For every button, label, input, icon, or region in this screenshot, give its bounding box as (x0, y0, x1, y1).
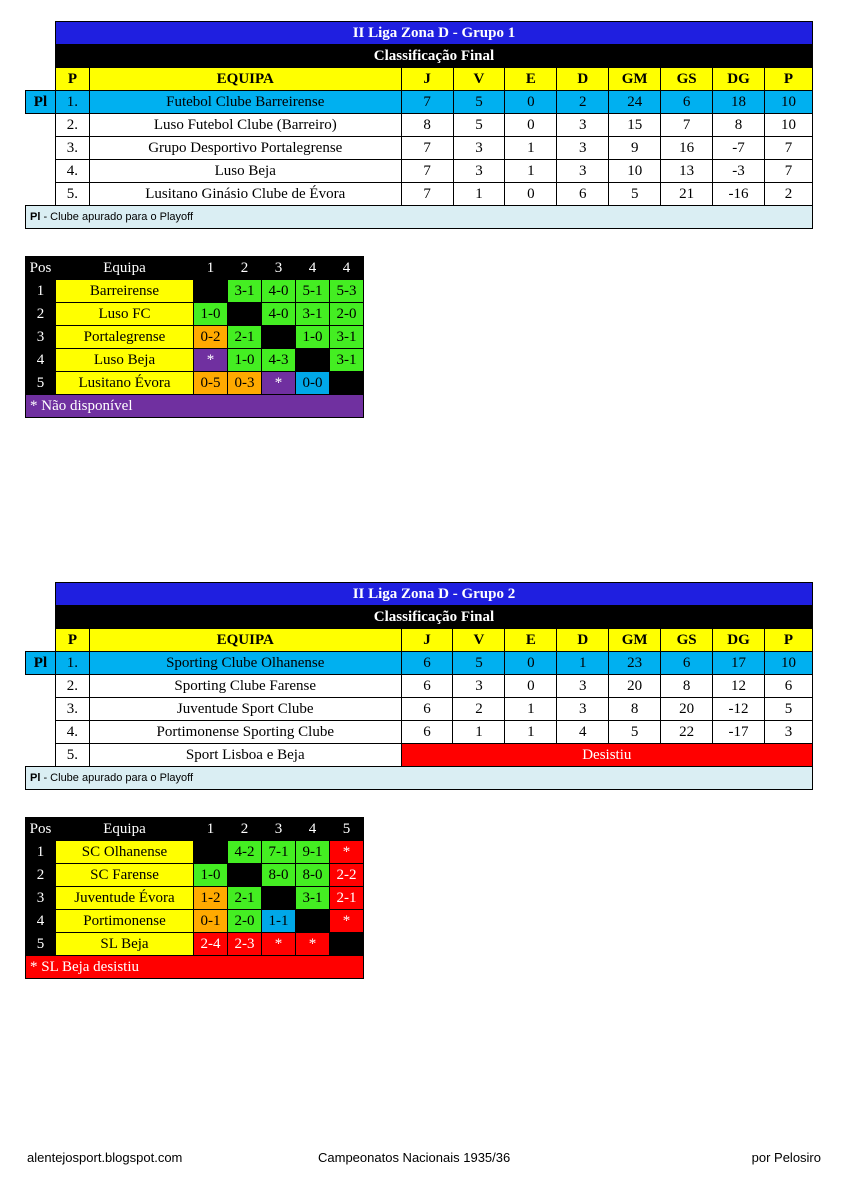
played-cell: 6 (401, 721, 453, 744)
grid-row (26, 841, 364, 864)
wins-cell: 5 (453, 652, 505, 675)
col-header-points: P (765, 68, 813, 91)
result-cell: 3-1 (330, 326, 364, 349)
col-header-losses: D (557, 629, 609, 652)
grid-header-team: Equipa (56, 818, 194, 841)
group1-subtitle: Classificação Final (55, 45, 812, 68)
table-row (26, 160, 813, 183)
result-cell: 0-1 (194, 910, 228, 933)
grid-self-cell (330, 933, 364, 956)
goals-against-cell: 22 (661, 721, 713, 744)
result-cell: 2-3 (228, 933, 262, 956)
goals-for-cell: 20 (609, 675, 661, 698)
goals-for-cell: 5 (609, 183, 661, 206)
result-cell: 4-0 (262, 280, 296, 303)
group1-title: II Liga Zona D - Grupo 1 (55, 22, 812, 45)
grid-team: Juventude Évora (56, 887, 194, 910)
grid-self-cell (330, 372, 364, 395)
team-cell: Futebol Clube Barreirense (89, 91, 401, 114)
col-header-played: J (401, 629, 453, 652)
result-cell: 2-2 (330, 864, 364, 887)
goals-against-cell: 21 (661, 183, 713, 206)
result-cell: * (296, 933, 330, 956)
col-header-team: EQUIPA (89, 629, 401, 652)
goals-for-cell: 5 (609, 721, 661, 744)
losses-cell: 1 (557, 652, 609, 675)
points-cell: 7 (765, 137, 813, 160)
col-header-wins: V (453, 629, 505, 652)
grid-header-team: Equipa (56, 257, 194, 280)
grid-header-pos: Pos (26, 257, 56, 280)
goals-for-cell: 10 (609, 160, 661, 183)
grid-pos: 4 (26, 910, 56, 933)
position-cell: 3. (55, 137, 89, 160)
goal-diff-cell: -7 (713, 137, 765, 160)
grid-team: Luso FC (56, 303, 194, 326)
playoff-badge: Pl (26, 91, 56, 114)
col-header-goal-diff: DG (713, 629, 765, 652)
position-cell: 2. (55, 114, 89, 137)
grid-row (26, 303, 364, 326)
result-cell: 5-3 (330, 280, 364, 303)
result-cell: 3-1 (296, 303, 330, 326)
legend-key: Pl (30, 772, 41, 784)
goals-for-cell: 9 (609, 137, 661, 160)
playoff-legend (26, 206, 813, 229)
grid-header-opp1: 1 (194, 818, 228, 841)
result-cell: 2-1 (228, 326, 262, 349)
grid-team: Portimonense (56, 910, 194, 933)
grid-header-pos: Pos (26, 818, 56, 841)
result-cell: 4-2 (228, 841, 262, 864)
result-cell: * (330, 910, 364, 933)
playoff-badge: Pl (26, 652, 56, 675)
played-cell: 7 (401, 137, 453, 160)
group2-title: II Liga Zona D - Grupo 2 (55, 583, 812, 606)
goal-diff-cell: 12 (713, 675, 765, 698)
grid-row (26, 280, 364, 303)
team-cell: Luso Beja (89, 160, 401, 183)
result-cell: * (262, 933, 296, 956)
draws-cell: 1 (505, 721, 557, 744)
wins-cell: 2 (453, 698, 505, 721)
grid-self-cell (228, 864, 262, 887)
team-cell: Sporting Clube Farense (89, 675, 401, 698)
losses-cell: 3 (557, 160, 609, 183)
withdrawn-status: Desistiu (401, 744, 812, 767)
col-header-losses: D (557, 68, 609, 91)
grid-legend: * Não disponível (26, 395, 364, 418)
grid-pos: 3 (26, 326, 56, 349)
draws-cell: 0 (505, 114, 557, 137)
wins-cell: 1 (453, 183, 505, 206)
legend-key: Pl (30, 211, 41, 223)
losses-cell: 3 (557, 137, 609, 160)
col-header-goals-for: GM (609, 68, 661, 91)
draws-cell: 1 (505, 137, 557, 160)
col-header-goals-against: GS (661, 68, 713, 91)
goals-against-cell: 16 (661, 137, 713, 160)
playoff-legend (26, 767, 813, 790)
wins-cell: 3 (453, 160, 505, 183)
grid-header-opp5: 4 (330, 257, 364, 280)
col-header-pos: P (55, 68, 89, 91)
team-cell: Grupo Desportivo Portalegrense (89, 137, 401, 160)
points-cell: 10 (765, 114, 813, 137)
result-cell: * (262, 372, 296, 395)
col-header-goals-against: GS (661, 629, 713, 652)
col-header-wins: V (453, 68, 505, 91)
grid-self-cell (262, 887, 296, 910)
played-cell: 7 (401, 183, 453, 206)
result-cell: 1-0 (194, 864, 228, 887)
played-cell: 8 (401, 114, 453, 137)
group2-standings-table (25, 582, 813, 790)
col-header-pos: P (55, 629, 89, 652)
goals-against-cell: 6 (661, 652, 713, 675)
table-row (26, 91, 813, 114)
grid-self-cell (194, 841, 228, 864)
grid-header-opp2: 2 (228, 818, 262, 841)
points-cell: 10 (764, 652, 812, 675)
col-header-goal-diff: DG (713, 68, 765, 91)
result-cell: 2-1 (330, 887, 364, 910)
table-row (26, 698, 813, 721)
grid-row (26, 372, 364, 395)
grid-row (26, 887, 364, 910)
result-cell: 1-1 (262, 910, 296, 933)
points-cell: 3 (764, 721, 812, 744)
result-cell: 8-0 (262, 864, 296, 887)
team-cell: Juventude Sport Clube (89, 698, 401, 721)
grid-team: Portalegrense (56, 326, 194, 349)
goal-diff-cell: 17 (713, 652, 765, 675)
losses-cell: 4 (557, 721, 609, 744)
grid-self-cell (262, 326, 296, 349)
result-cell: 3-1 (330, 349, 364, 372)
grid-team: SC Farense (56, 864, 194, 887)
position-cell: 5. (55, 744, 89, 767)
grid-row (26, 933, 364, 956)
goal-diff-cell: 18 (713, 91, 765, 114)
wins-cell: 3 (453, 137, 505, 160)
grid-pos: 5 (26, 372, 56, 395)
points-cell: 2 (765, 183, 813, 206)
wins-cell: 3 (453, 675, 505, 698)
grid-pos: 1 (26, 280, 56, 303)
goals-against-cell: 20 (661, 698, 713, 721)
goals-for-cell: 24 (609, 91, 661, 114)
result-cell: 1-0 (194, 303, 228, 326)
goals-for-cell: 8 (609, 698, 661, 721)
goals-against-cell: 8 (661, 675, 713, 698)
grid-pos: 2 (26, 864, 56, 887)
group2-results-grid (25, 817, 364, 979)
draws-cell: 0 (505, 652, 557, 675)
table-row (26, 675, 813, 698)
points-cell: 10 (765, 91, 813, 114)
grid-header-opp3: 3 (262, 257, 296, 280)
team-cell: Sporting Clube Olhanense (89, 652, 401, 675)
result-cell: 9-1 (296, 841, 330, 864)
grid-header-opp5: 5 (330, 818, 364, 841)
result-cell: 7-1 (262, 841, 296, 864)
result-cell: 2-0 (330, 303, 364, 326)
group1-standings-table (25, 21, 813, 229)
result-cell: 0-5 (194, 372, 228, 395)
grid-team: Barreirense (56, 280, 194, 303)
wins-cell: 5 (453, 91, 505, 114)
table-row (26, 652, 813, 675)
col-header-draws: E (505, 68, 557, 91)
draws-cell: 0 (505, 675, 557, 698)
losses-cell: 2 (557, 91, 609, 114)
team-cell: Sport Lisboa e Beja (89, 744, 401, 767)
result-cell: 2-4 (194, 933, 228, 956)
goal-diff-cell: -16 (713, 183, 765, 206)
grid-pos: 4 (26, 349, 56, 372)
grid-self-cell (228, 303, 262, 326)
draws-cell: 1 (505, 698, 557, 721)
position-cell: 3. (55, 698, 89, 721)
points-cell: 7 (765, 160, 813, 183)
grid-pos: 2 (26, 303, 56, 326)
legend-text: - Clube apurado para o Playoff (40, 211, 194, 223)
result-cell: 0-3 (228, 372, 262, 395)
result-cell: 3-1 (296, 887, 330, 910)
grid-header-opp1: 1 (194, 257, 228, 280)
points-cell: 6 (764, 675, 812, 698)
goals-for-cell: 15 (609, 114, 661, 137)
result-cell: 2-1 (228, 887, 262, 910)
grid-self-cell (296, 349, 330, 372)
grid-header-opp4: 4 (296, 257, 330, 280)
goal-diff-cell: -12 (713, 698, 765, 721)
team-cell: Luso Futebol Clube (Barreiro) (89, 114, 401, 137)
grid-row (26, 910, 364, 933)
grid-team: Luso Beja (56, 349, 194, 372)
goals-against-cell: 13 (661, 160, 713, 183)
grid-self-cell (194, 280, 228, 303)
position-cell: 1. (55, 652, 89, 675)
result-cell: 4-3 (262, 349, 296, 372)
played-cell: 6 (401, 698, 453, 721)
result-cell: 1-0 (296, 326, 330, 349)
grid-row (26, 864, 364, 887)
goals-against-cell: 7 (661, 114, 713, 137)
position-cell: 1. (55, 91, 89, 114)
table-row (26, 721, 813, 744)
position-cell: 4. (55, 160, 89, 183)
grid-row (26, 349, 364, 372)
footer-author: por Pelosiro (751, 1150, 821, 1165)
grid-legend: * SL Beja desistiu (26, 956, 364, 979)
grid-header-opp4: 4 (296, 818, 330, 841)
team-cell: Portimonense Sporting Clube (89, 721, 401, 744)
losses-cell: 3 (557, 675, 609, 698)
position-cell: 4. (55, 721, 89, 744)
table-row (26, 744, 813, 767)
col-header-team: EQUIPA (89, 68, 401, 91)
table-row (26, 183, 813, 206)
col-header-goals-for: GM (609, 629, 661, 652)
points-cell: 5 (764, 698, 812, 721)
grid-self-cell (296, 910, 330, 933)
col-header-played: J (401, 68, 453, 91)
result-cell: 0-0 (296, 372, 330, 395)
wins-cell: 5 (453, 114, 505, 137)
result-cell: 2-0 (228, 910, 262, 933)
result-cell: 5-1 (296, 280, 330, 303)
played-cell: 7 (401, 160, 453, 183)
losses-cell: 3 (557, 698, 609, 721)
position-cell: 5. (55, 183, 89, 206)
grid-pos: 3 (26, 887, 56, 910)
played-cell: 6 (401, 652, 453, 675)
draws-cell: 0 (505, 91, 557, 114)
goal-diff-cell: -17 (713, 721, 765, 744)
grid-pos: 5 (26, 933, 56, 956)
grid-team: Lusitano Évora (56, 372, 194, 395)
result-cell: 4-0 (262, 303, 296, 326)
wins-cell: 1 (453, 721, 505, 744)
result-cell: 1-0 (228, 349, 262, 372)
col-header-points: P (764, 629, 812, 652)
played-cell: 6 (401, 675, 453, 698)
result-cell: 1-2 (194, 887, 228, 910)
footer-title: Campeonatos Nacionais 1935/36 (318, 1150, 511, 1165)
team-cell: Lusitano Ginásio Clube de Évora (89, 183, 401, 206)
losses-cell: 6 (557, 183, 609, 206)
table-row (26, 114, 813, 137)
group2-subtitle: Classificação Final (55, 606, 812, 629)
group1-results-grid (25, 256, 364, 418)
grid-header-opp2: 2 (228, 257, 262, 280)
goal-diff-cell: 8 (713, 114, 765, 137)
losses-cell: 3 (557, 114, 609, 137)
legend-text: - Clube apurado para o Playoff (40, 772, 194, 784)
result-cell: * (330, 841, 364, 864)
draws-cell: 0 (505, 183, 557, 206)
grid-team: SC Olhanense (56, 841, 194, 864)
result-cell: * (194, 349, 228, 372)
position-cell: 2. (55, 675, 89, 698)
col-header-draws: E (505, 629, 557, 652)
played-cell: 7 (401, 91, 453, 114)
result-cell: 0-2 (194, 326, 228, 349)
draws-cell: 1 (505, 160, 557, 183)
goals-for-cell: 23 (609, 652, 661, 675)
table-row (26, 137, 813, 160)
result-cell: 3-1 (228, 280, 262, 303)
goals-against-cell: 6 (661, 91, 713, 114)
footer-site: alentejosport.blogspot.com (27, 1150, 183, 1165)
result-cell: 8-0 (296, 864, 330, 887)
grid-pos: 1 (26, 841, 56, 864)
grid-team: SL Beja (56, 933, 194, 956)
goal-diff-cell: -3 (713, 160, 765, 183)
grid-header-opp3: 3 (262, 818, 296, 841)
grid-row (26, 326, 364, 349)
